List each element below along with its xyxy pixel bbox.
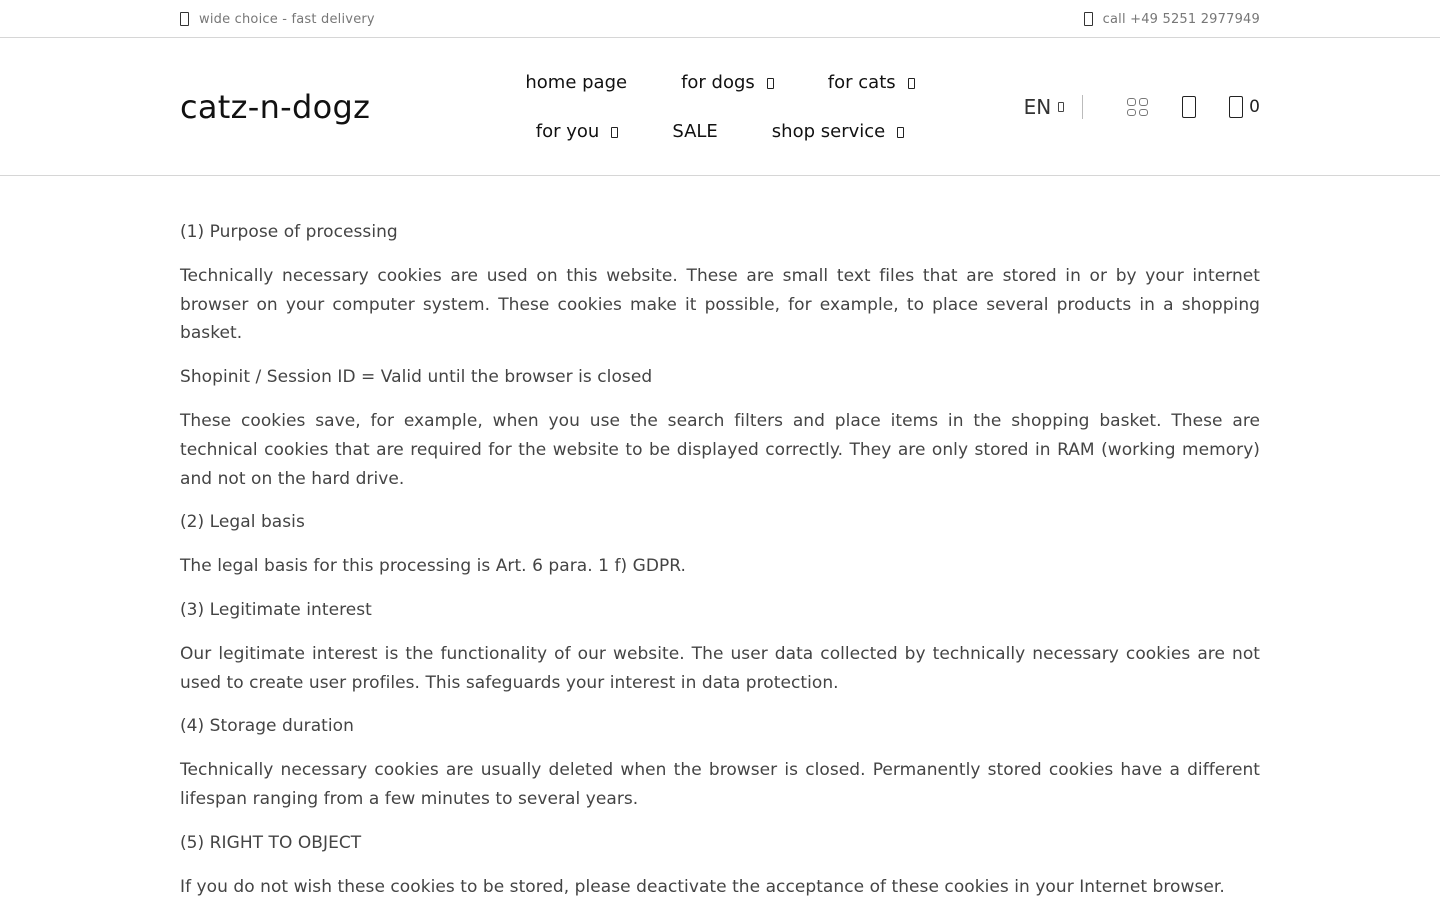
nav-label: home page <box>525 71 628 93</box>
nav-row-2 <box>480 111 960 151</box>
nav-label: for cats <box>827 71 896 93</box>
section-heading: (3) Legitimate interest <box>180 599 372 620</box>
phone-text[interactable]: call +49 5251 2977949 <box>1102 11 1260 27</box>
privacy-content <box>180 176 1260 900</box>
paragraph: The legal basis for this processing is Art. 6 para. 1 f) GDPR. <box>180 556 686 577</box>
header-tools <box>1024 94 1260 120</box>
cart-icon <box>1229 96 1243 118</box>
paragraph: If you do not wish these cookies to be stored, please deactivate the acceptance of these cookies in your Internet browser. <box>180 876 1225 897</box>
chevron-down-icon <box>767 78 774 89</box>
nav-for-cats[interactable] <box>828 72 915 93</box>
divider <box>1082 95 1083 119</box>
section-heading: (4) Storage duration <box>180 716 354 737</box>
nav-label: for dogs <box>681 71 755 93</box>
paragraph: Technically necessary cookies are used on this website. These are small text files that are stored in or by your internet browser on your computer system. These cookies make it possible, for example, to place several products in a shopping basket. <box>180 265 1260 344</box>
paragraph: Shopinit / Session ID = Valid until the browser is closed <box>180 367 653 388</box>
section-heading: (2) Legal basis <box>180 512 305 533</box>
nav-for-you[interactable] <box>536 121 619 142</box>
paragraph: These cookies save, for example, when you use the search filters and place items in the shopping basket. These are technical cookies that are required for the website to be displayed correctly. They are only stored in RAM (working memory) and not on the hard drive. <box>180 410 1260 489</box>
chevron-down-icon <box>611 127 618 138</box>
chevron-down-icon <box>897 127 904 138</box>
cart-button[interactable] <box>1229 96 1260 118</box>
phone-icon <box>1084 12 1093 26</box>
compare-icon[interactable] <box>1127 98 1149 116</box>
section-heading: (1) Purpose of processing <box>180 222 398 242</box>
section-heading: (5) RIGHT TO OBJECT <box>180 832 362 853</box>
site-header <box>0 38 1440 176</box>
chevron-down-icon <box>1058 102 1064 112</box>
delivery-info <box>180 12 375 27</box>
paragraph: Our legitimate interest is the functionality of our website. The user data collected by technically necessary cookies are not used to create user profiles. This safeguards your interest in data protection. <box>180 643 1260 693</box>
nav-row-1 <box>480 62 960 102</box>
account-icon[interactable] <box>1182 96 1196 118</box>
nav-sale[interactable] <box>672 121 717 142</box>
site-logo[interactable]: catz-n-dogz <box>180 88 371 126</box>
top-info-bar <box>0 0 1440 38</box>
phone-info[interactable] <box>1084 12 1260 27</box>
nav-home-page[interactable] <box>525 72 627 93</box>
truck-icon <box>180 12 189 26</box>
language-label: EN <box>1023 95 1052 119</box>
nav-label: for you <box>535 120 600 142</box>
nav-shop-service[interactable] <box>772 121 904 142</box>
delivery-text: wide choice - fast delivery <box>199 11 375 27</box>
nav-label: shop service <box>771 120 886 142</box>
main-navigation <box>480 62 960 160</box>
paragraph: Technically necessary cookies are usually deleted when the browser is closed. Permanently stored cookies have a different lifespan ranging from a few minutes to several years. <box>180 760 1260 809</box>
nav-label: SALE <box>672 120 718 142</box>
cart-count: 0 <box>1249 97 1260 117</box>
nav-for-dogs[interactable] <box>681 72 774 93</box>
language-selector[interactable] <box>1024 95 1065 119</box>
chevron-down-icon <box>908 78 915 89</box>
